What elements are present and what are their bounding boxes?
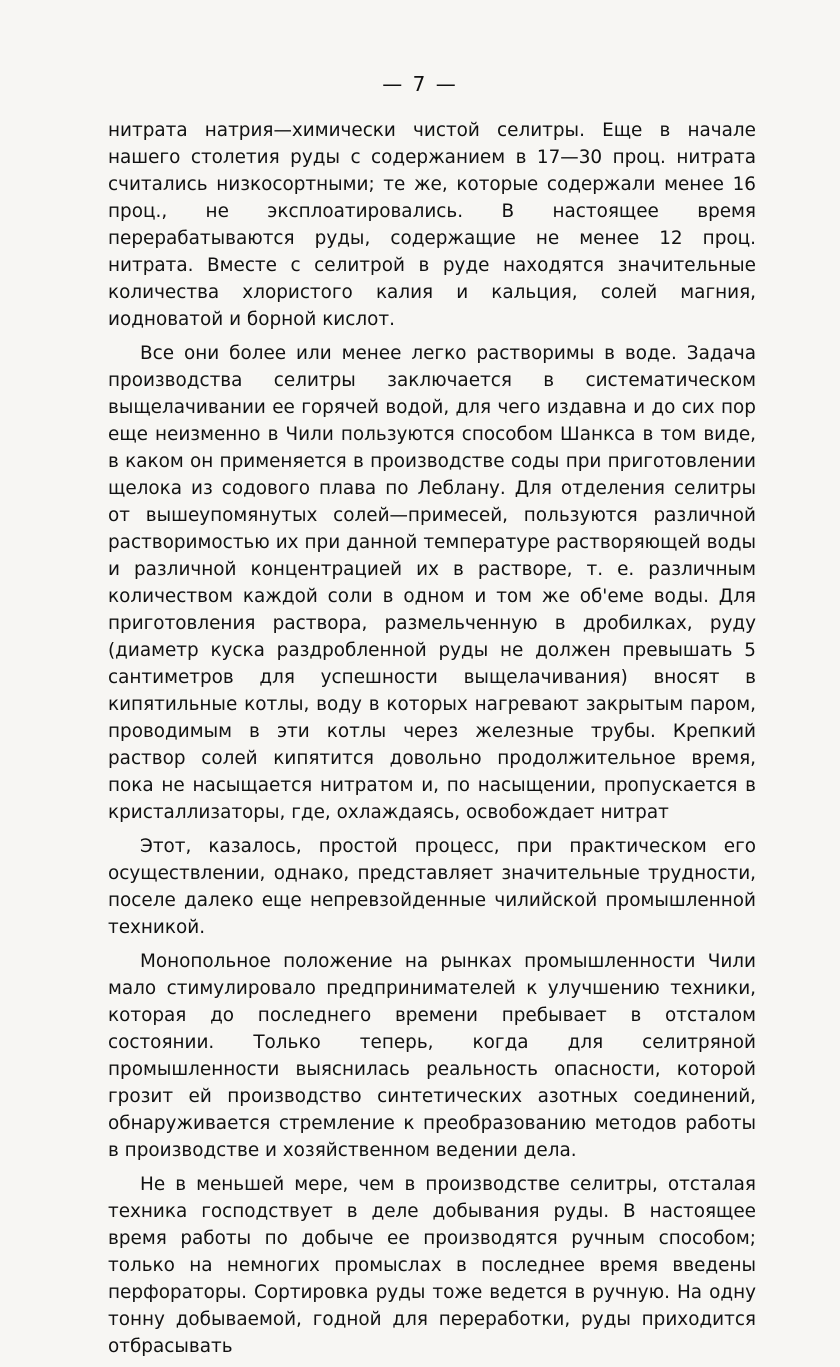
paragraph-3: Этот, казалось, простой процесс, при практическом его осуществлении, однако, представляет значительные трудности, поселе далеко еще непревзойденные чилийской промышленной техникой. [108, 836, 756, 938]
paragraph-4: Монопольное положение на рынках промышленности Чили мало стимулировало предпринимателей к улучшению техники, которая до последнего времени пребывает в отсталом состоянии. Только теперь, когда для селитряной промышленности выяснилась реальность опасности, которой грозит ей производство синтетических азотных соединений, обнаруживается стремление к преобразованию методов работы в производстве и хозяйственном ведении дела. [108, 951, 756, 1161]
body-text [108, 117, 756, 1367]
paragraph-2: Все они более или менее легко растворимы в воде. Задача производства селитры заключается в систематическом выщелачивании ее горячей водой, для чего издавна и до сих пор еще неизменно в Чили пользуются способом Шанкса в том виде, в каком он применяется в производстве соды при приготовлении щелока из содового плава по Леблану. Для отделения селитры от вышеупомянутых солей—примесей, пользуются различной растворимостью их при данной температуре растворяющей воды и различной концентрацией их в растворе, т. е. различным количеством каждой соли в одном и том же об'еме воды. Для приготовления раствора, размельченную в дробилках, руду (диаметр куска раздробленной руды не должен превышать 5 сантиметров для успешности выщелачивания) вносят в кипятильные котлы, воду в которых нагревают закрытым паром, проводимым в эти котлы через железные трубы. Крепкий раствор солей кипятится довольно продолжительное время, пока не насыщается нитратом и, по насыщении, пропускается в кристаллизаторы, где, охлаждаясь, освобождает нитрат [108, 343, 756, 823]
paragraph-5: Не в меньшей мере, чем в производстве селитры, отсталая техника господствует в деле добывания руды. В настоящее время работы по добыче ее производятся ручным способом; только на немногих промыслах в последнее время введены перфораторы. Сортировка руды тоже ведется в ручную. На одну тонну добываемой, годной для переработки, руды приходится отбрасывать [108, 1174, 756, 1357]
page-number: — 7 — [382, 72, 458, 96]
paragraph-1: нитрата натрия—химически чистой селитры. Еще в начале нашего столетия руды с содержанием в 17—30 проц. нитрата считались низкосортными; те же, которые содержали менее 16 проц., не эксплоатировались. В настоящее время перерабатываются руды, содержащие не менее 12 проц. нитрата. Вместе с селитрой в руде находятся значительные количества хлористого калия и кальция, солей магния, иодноватой и борной кислот. [108, 120, 756, 330]
